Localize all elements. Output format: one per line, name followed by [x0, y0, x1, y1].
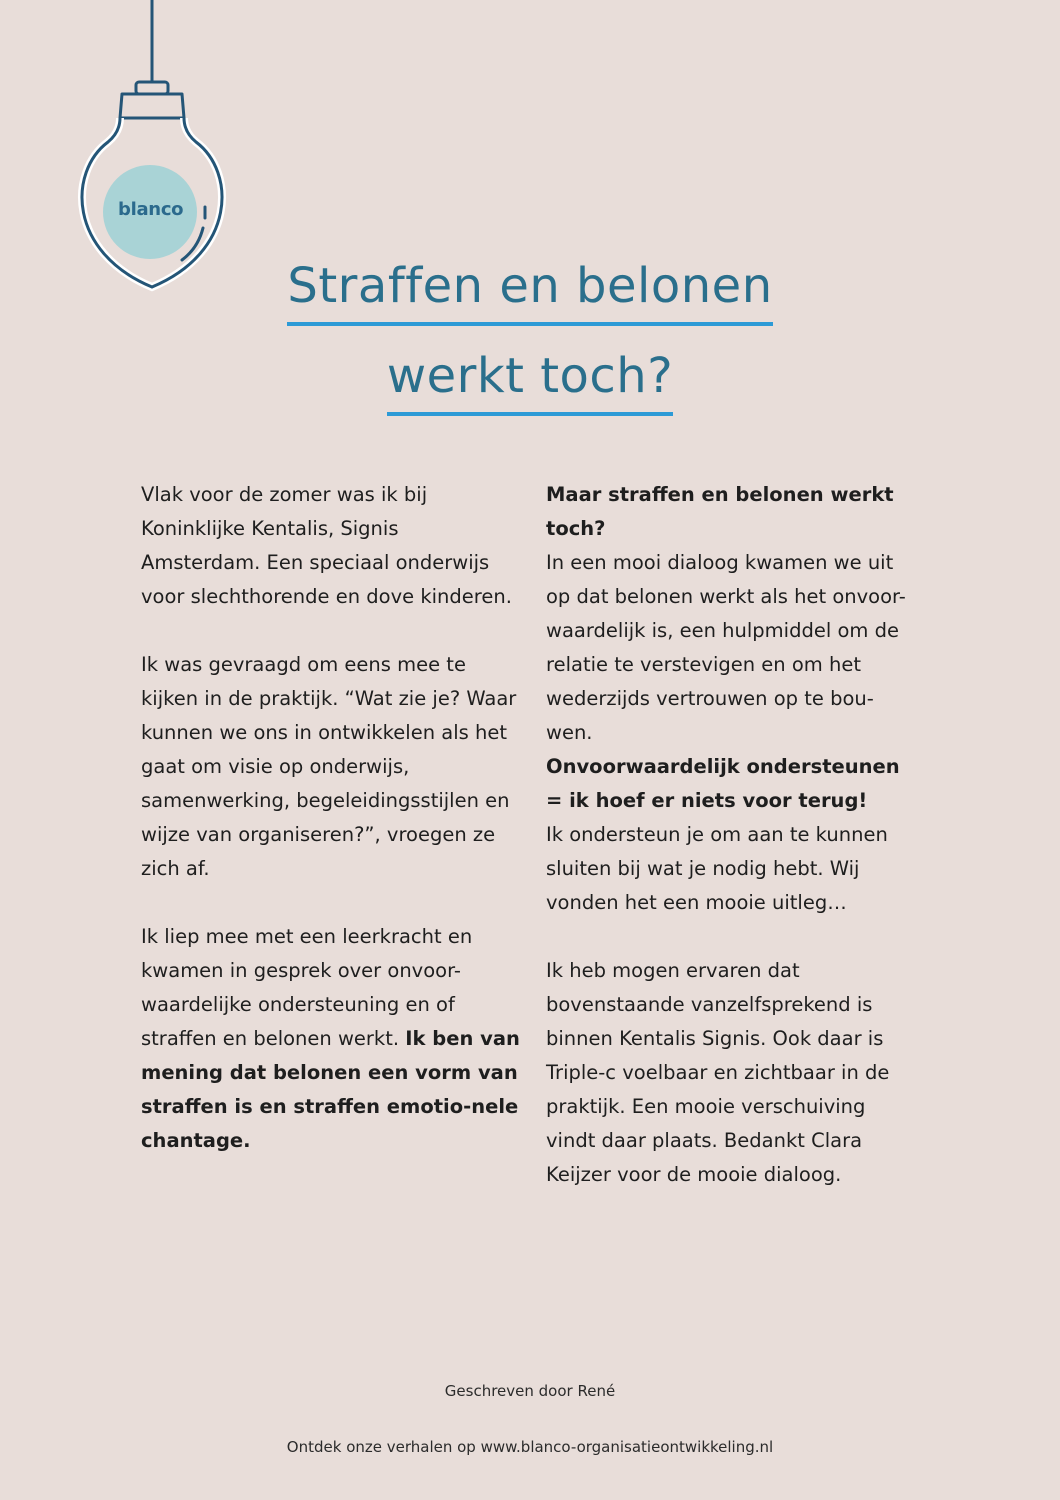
paragraph-dialogue: In een mooi dialoog kwamen we uit op dat belonen werkt als het onvoor-waardelijk is, een hulpmiddel om de relatie te verstevigen en om het wederzijds vertrouwen op te bou-wen.: [546, 551, 906, 744]
website-link[interactable]: Ontdek onze verhalen op www.blanco-organisatieontwikkeling.nl: [286, 1438, 774, 1456]
opinion-bold-text: Ik ben van mening dat belonen een vorm van straffen is en straffen emotio-nele chantage.: [141, 1027, 520, 1152]
paragraph-question: Ik was gevraagd om eens mee te kijken in de praktijk. “Wat zie je? Waar kunnen we ons in ontwikkelen als het gaat om visie op onderwijs, samenwerking, begeleidingsstijlen en wijze van organiseren?”, vroegen ze zich af.: [141, 653, 517, 880]
paragraph-support: Ik ondersteun je om aan te kunnen sluiten bij wat je nodig hebt. Wij vonden het een mooie uitleg…: [546, 823, 888, 914]
opinion-text: Ik liep mee met een leerkracht en kwamen in gesprek over onvoor-waardelijke ondersteuning en of straffen en belonen werkt.: [141, 925, 473, 1050]
page-title-line-1: Straffen en belonen: [0, 262, 1060, 326]
right-column: [546, 478, 918, 1192]
lightbulb-icon: [60, 0, 250, 300]
section-heading: Maar straffen en belonen werkt toch?: [546, 483, 894, 540]
paragraph-intro: Vlak voor de zomer was ik bij Koninklijke Kentalis, Signis Amsterdam. Een speciaal onderwijs voor slechthorende en dove kinderen.: [141, 483, 512, 608]
left-column: [141, 478, 521, 1158]
author-credit: Geschreven door René: [444, 1382, 616, 1400]
paragraph-conclusion: Ik heb mogen ervaren dat bovenstaande vanzelfsprekend is binnen Kentalis Signis. Ook daar is Triple-c voelbaar en zichtbaar in de praktijk. Een mooie verschuiving vindt daar plaats. Bedankt Clara Keijzer voor de mooie dialoog.: [546, 959, 890, 1186]
blanco-logo: blanco: [118, 199, 184, 220]
bold-statement: Onvoorwaardelijk ondersteunen = ik hoef er niets voor terug!: [546, 755, 900, 812]
page-title-line-2: werkt toch?: [0, 352, 1060, 416]
paragraph-opinion: [141, 920, 521, 1158]
